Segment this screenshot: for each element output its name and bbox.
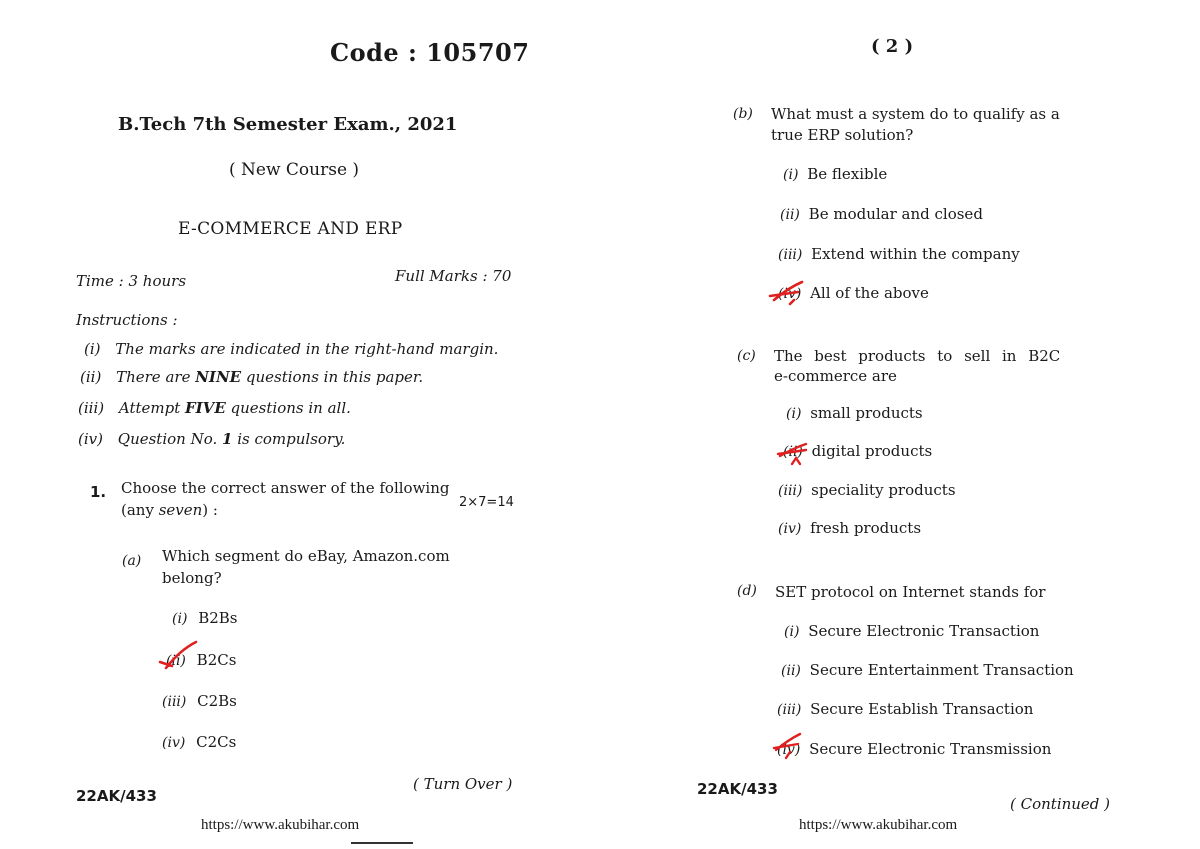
- option-item: [777, 740, 1051, 758]
- full-marks: Full Marks : 70: [395, 267, 512, 285]
- subquestion-text-line2: belong?: [162, 569, 222, 587]
- option-number: (i): [786, 406, 802, 422]
- option-item: [778, 481, 956, 499]
- instruction-text: Question No.: [117, 430, 223, 448]
- option-text: fresh products: [810, 519, 922, 537]
- instruction-item: [78, 430, 345, 448]
- option-number: (i): [172, 611, 188, 627]
- subquestion-text-line2: true ERP solution?: [771, 126, 914, 144]
- time-text: Time : 3 hours: [76, 272, 187, 290]
- footer-divider: [351, 842, 413, 844]
- option-text: Be modular and closed: [808, 205, 983, 223]
- option-text: B2Bs: [198, 609, 238, 627]
- subquestion-label: (c): [737, 348, 756, 364]
- exam-title: B.Tech 7th Semester Exam., 2021: [118, 114, 458, 135]
- subquestion-text-line1: Which segment do eBay, Amazon.com: [162, 547, 450, 565]
- option-text: digital products: [811, 442, 933, 460]
- option-number: (iv): [162, 735, 186, 751]
- option-item: [783, 165, 887, 183]
- option-text: Secure Electronic Transmission: [809, 740, 1052, 758]
- question-text-line1: Choose the correct answer of the following: [121, 479, 450, 497]
- instruction-number: (i): [84, 340, 101, 358]
- subject-title: E-COMMERCE AND ERP: [178, 219, 403, 239]
- option-text: Be flexible: [807, 165, 888, 183]
- option-text: All of the above: [810, 284, 929, 302]
- option-number: (iv): [778, 286, 802, 302]
- instruction-text: Attempt: [118, 399, 186, 417]
- option-number: (i): [783, 167, 799, 183]
- option-text: small products: [810, 404, 923, 422]
- option-text: Secure Electronic Transaction: [808, 622, 1040, 640]
- option-item: [777, 700, 1033, 718]
- option-text: C2Cs: [196, 733, 237, 751]
- subquestion-text-line1: SET protocol on Internet stands for: [775, 583, 1046, 601]
- instructions-heading: Instructions :: [76, 311, 178, 329]
- paper-code: Code : 105707: [330, 38, 530, 67]
- instruction-item: [78, 399, 351, 417]
- footer-url[interactable]: https://www.akubihar.com: [201, 817, 360, 833]
- option-item: [783, 442, 932, 460]
- option-text: B2Cs: [196, 651, 237, 669]
- footer-paper-code: 22AK/433: [76, 787, 157, 805]
- option-number: (ii): [166, 653, 186, 669]
- option-number: (iii): [777, 702, 802, 718]
- option-item: [172, 609, 237, 627]
- instruction-emphasis: NINE: [195, 368, 242, 386]
- option-item: [781, 661, 1074, 679]
- option-item: [780, 205, 983, 223]
- course-type: ( New Course ): [229, 160, 360, 180]
- option-item: [778, 245, 1020, 263]
- exam-time: [76, 272, 186, 290]
- option-text: Extend within the company: [811, 245, 1020, 263]
- option-text: speciality products: [811, 481, 956, 499]
- option-text: Secure Entertainment Transaction: [809, 661, 1074, 679]
- option-item: [162, 692, 237, 710]
- option-item: [778, 284, 929, 302]
- option-item: [786, 404, 923, 422]
- option-item: [162, 733, 236, 751]
- subquestion-label: (b): [733, 106, 753, 122]
- subquestion-text-line1: What must a system do to qualify as a: [771, 105, 1060, 123]
- subquestion-text-line1: The best products to sell in B2C: [774, 347, 1061, 365]
- instruction-text: The marks are indicated in the right-hand margin.: [115, 340, 499, 358]
- question-text: (any: [121, 501, 159, 519]
- question-number: 1.: [90, 483, 107, 501]
- option-number: (iii): [778, 483, 803, 499]
- instruction-number: (iv): [78, 430, 103, 448]
- option-number: (i): [784, 624, 800, 640]
- option-text: Secure Establish Transaction: [810, 700, 1034, 718]
- instruction-text: There are: [116, 368, 196, 386]
- instruction-number: (ii): [80, 368, 102, 386]
- instruction-text: questions in this paper.: [241, 368, 424, 386]
- instruction-number: (iii): [78, 399, 105, 417]
- page-number: ( 2 ): [871, 36, 914, 57]
- option-number: (iv): [777, 742, 801, 758]
- instruction-text: questions in all.: [225, 399, 351, 417]
- option-text: C2Bs: [197, 692, 237, 710]
- footer-url[interactable]: https://www.akubihar.com: [799, 817, 958, 833]
- option-number: (ii): [781, 663, 801, 679]
- instruction-item: [80, 368, 423, 386]
- option-number: (iii): [162, 694, 187, 710]
- question-text-emphasis: seven: [158, 501, 203, 519]
- question-text-line2: [121, 500, 218, 521]
- instruction-item: [84, 340, 498, 358]
- continued-note: ( Continued ): [1010, 795, 1111, 813]
- option-number: (iv): [778, 521, 802, 537]
- option-number: (ii): [780, 207, 800, 223]
- option-item: [778, 519, 921, 537]
- instruction-emphasis: 1: [222, 430, 233, 448]
- question-marks: 2×7=14: [459, 495, 514, 510]
- subquestion-label: (a): [122, 553, 142, 569]
- subquestion-label: (d): [737, 583, 757, 599]
- footer-paper-code: 22AK/433: [697, 780, 778, 798]
- option-item: [784, 622, 1039, 640]
- option-number: (ii): [783, 444, 803, 460]
- turn-over-note: ( Turn Over ): [413, 775, 513, 793]
- option-number: (iii): [778, 247, 803, 263]
- instruction-emphasis: FIVE: [185, 399, 226, 417]
- subquestion-text-line2: e-commerce are: [774, 367, 897, 385]
- option-item: [166, 651, 236, 669]
- instruction-text: is compulsory.: [232, 430, 346, 448]
- question-text: ) :: [202, 501, 218, 519]
